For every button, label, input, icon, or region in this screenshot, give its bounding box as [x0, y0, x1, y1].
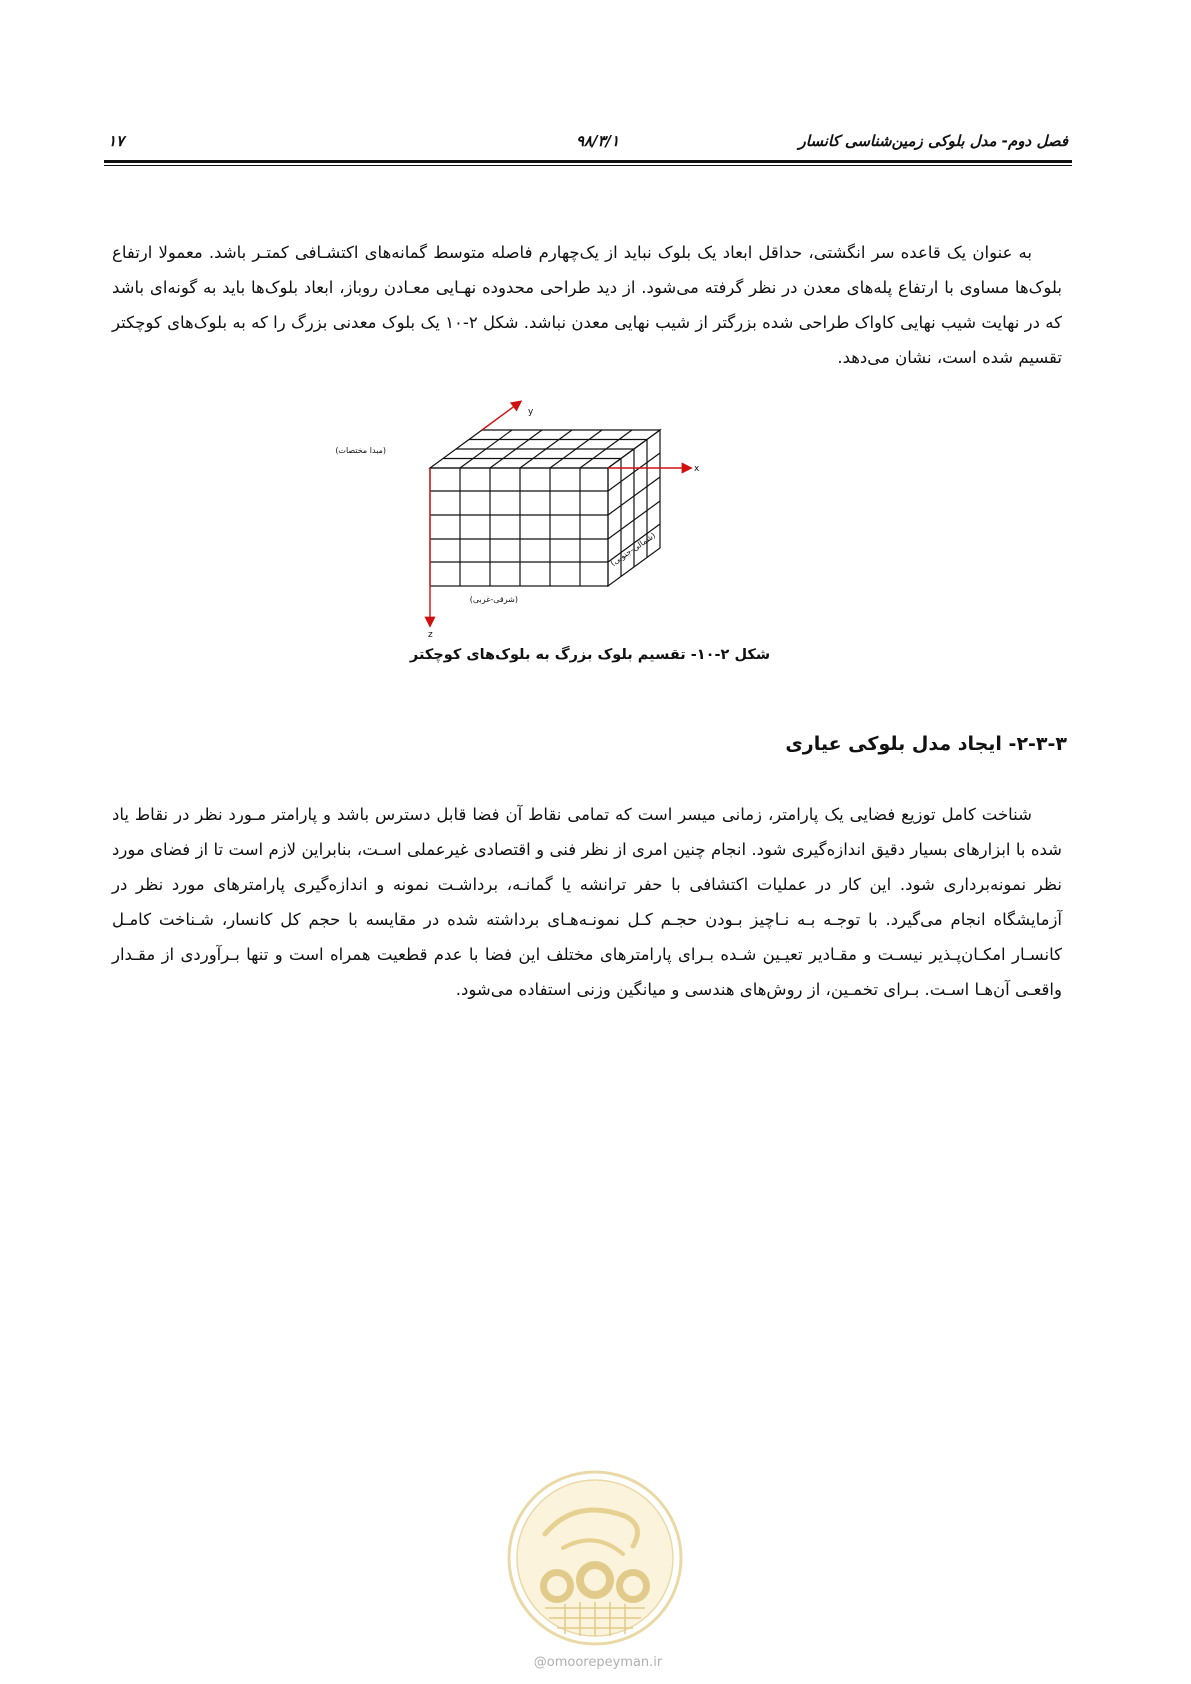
block-subdivision-figure — [335, 407, 760, 640]
header-rule-thick — [104, 160, 1072, 163]
top-face-grid — [430, 430, 660, 468]
page-number: ۱۷ — [108, 132, 125, 150]
block-grid-diagram — [335, 407, 760, 640]
running-header — [108, 128, 1068, 158]
origin-label: (مبدا مختصات) — [335, 446, 386, 455]
header-date: ۹۸/۳/۱ — [576, 132, 620, 150]
figure-caption: شکل ۲-۱۰- تقسیم بلوک بزرگ به بلوک‌های کوچکتر — [409, 647, 771, 663]
section-heading: ۲-۳-۳- ایجاد مدل بلوکی عیاری — [785, 733, 1067, 755]
watermark-seal — [505, 1468, 685, 1648]
axis-y-label: y — [528, 407, 534, 417]
axis-x-label: x — [694, 464, 700, 474]
north-south-label: (شمالی-جنوبی) — [608, 530, 658, 568]
paragraph-grade-block-model: شناخت کامل توزیع فضایی یک پارامتر، زمانی میسر است که تمامی نقاط آن فضا قابل دسترس باشد و پارامتر مـورد نظر در نقاط یاد شده با ابزارهای بسیار دقیق اندازه‌گیری شود. انجام چنین امری از نظر فنی و اقتصادی غیرعملی اسـت، بنابراین لازم است تا از فضای مورد نظر نمونه‌برداری شود. این کار در عملیات اکتشافی با حفر ترانشه یا گمانـه، برداشـت نمونه و اندازه‌گیری پارامترهای مورد نظر در آزمایشگاه انجام می‌گیرد. با توجـه بـه نـاچیز بـودن حجـم کـل نمونـه‌هـای برداشته شده در مقایسه با حجم کل کانسار، شـناخت کامـل کانسـار امکـان‌پـذیر نیسـت و مقـادیر تعیـین شـده بـرای پارامترهای مختلف این فضا با عدم قطعیت همراه است و تنها بـرآوردی از مقـدار واقعـی آن‌هـا اسـت. بـرای تخمـین، از روش‌های هندسی و میانگین وزنی استفاده می‌شود. — [112, 804, 1062, 999]
coordinate-axes — [430, 402, 690, 625]
chapter-title: فصل دوم- مدل بلوکی زمین‌شناسی کانسار — [798, 132, 1068, 150]
seal-emblem-icon — [505, 1468, 685, 1648]
front-face-grid — [430, 468, 608, 586]
paragraph-block-model-size: به عنوان یک قاعده سر انگشتی، حداقل ابعاد یک بلوک نباید از یک‌چهارم فاصله متوسط گمانه‌های اکتشـافی کمتـر باشد. معمولا ارتفاع بلوک‌ها مساوی با ارتفاع پله‌های معدن در نظر گرفته می‌شود. از دید طراحی محدوده نهـایی معـادن روباز، ابعاد بلوک‌ها باید به گونه‌ای باشد که در نهایت شیب نهایی کاواک طراحی شده بزرگتر از شیب نهایی معدن نباشد. شکل ۲-۱۰ یک بلوک معدنی بزرگ را که به بلوک‌های کوچکتر تقسیم شده است، نشان می‌دهد. — [112, 242, 1062, 367]
watermark-website: @omoorepeyman.ir — [533, 1655, 663, 1670]
east-west-label: (شرقی-غربی) — [469, 595, 518, 604]
axis-z-label: z — [428, 630, 433, 640]
header-rule-thin — [104, 165, 1072, 166]
